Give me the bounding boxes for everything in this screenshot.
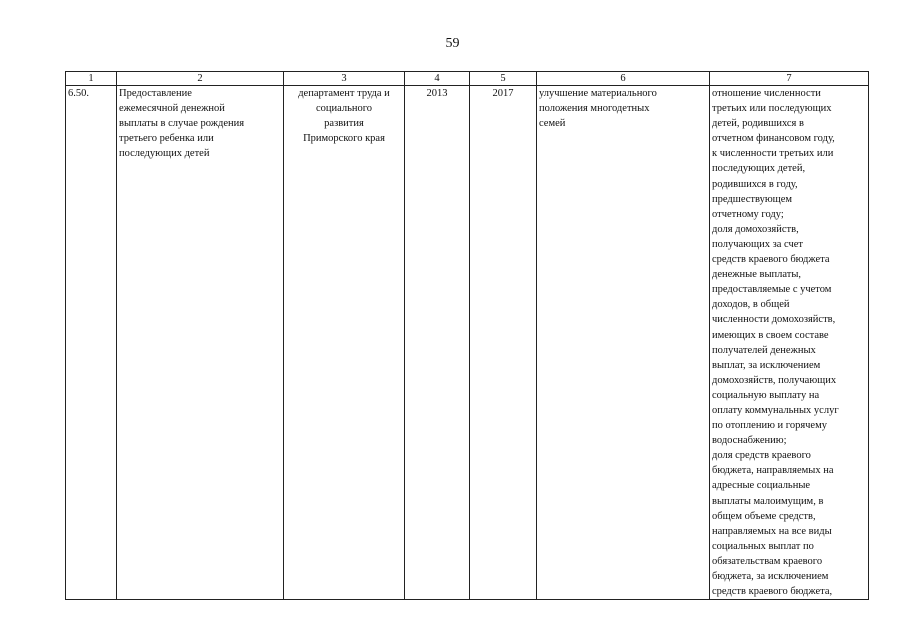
text-line: департамент труда и [298, 88, 390, 99]
text-line: бюджета, за исключением [712, 571, 829, 582]
text-line: получающих за счет [712, 238, 803, 250]
start-year: 2013 [426, 88, 448, 99]
text-line: последующих детей, [712, 163, 806, 175]
measure-name-cell [117, 86, 284, 600]
text-line: положения многодетных [539, 103, 650, 115]
text-line: доля домохозяйств, [712, 223, 799, 235]
column-header-7: 7 [710, 72, 869, 86]
page-number: 59 [445, 36, 460, 51]
executor-cell [284, 86, 405, 600]
indicators-cell [710, 86, 869, 600]
text-line: выплаты малоимущим, в [712, 495, 824, 507]
text-line: денежные выплаты, [712, 269, 802, 281]
text-line: адресные социальные [712, 480, 811, 492]
text-line: отчетному году; [712, 208, 784, 220]
program-table [65, 71, 869, 600]
expected-result [539, 86, 707, 131]
text-line: к численности третьих или [712, 148, 834, 160]
column-header-5: 5 [470, 72, 537, 86]
measure-name [119, 86, 281, 161]
text-line: ежемесячной денежной [119, 103, 225, 115]
text-line: социальных выплат по [712, 540, 814, 552]
text-line: домохозяйств, получающих [712, 374, 837, 386]
text-line: имеющих в своем составе [712, 329, 829, 341]
table-row [66, 86, 869, 600]
text-line: семей [539, 118, 566, 130]
text-line: отчетном финансовом году, [712, 133, 835, 145]
end-year-cell [470, 86, 537, 600]
text-line: выплаты в случае рождения [119, 118, 245, 130]
expected-result-cell [537, 86, 710, 600]
text-line: предшествующем [712, 193, 793, 205]
text-line: направляемых на все виды [712, 525, 832, 537]
text-line: улучшение материального [539, 88, 657, 99]
text-line: водоснабжению; [712, 435, 787, 447]
text-line: третьего ребенка или [119, 133, 214, 145]
text-line: развития [324, 118, 364, 130]
text-line: обязательствам краевого [712, 555, 823, 567]
indicators [712, 86, 866, 599]
text-line: выплат, за исключением [712, 359, 821, 371]
text-line: численности домохозяйств, [712, 314, 836, 326]
text-line: по отоплению и горячему [712, 420, 827, 432]
column-header-3: 3 [284, 72, 405, 86]
text-line: детей, родившихся в [712, 118, 804, 130]
text-line: Предоставление [119, 88, 192, 99]
text-line: получателей денежных [712, 344, 816, 356]
header-row [66, 72, 869, 86]
column-header-4: 4 [405, 72, 470, 86]
text-line: средств краевого бюджета [712, 254, 830, 266]
text-line: социального [315, 103, 373, 115]
text-line: общем объеме средств, [712, 510, 816, 522]
text-line: бюджета, направляемых на [712, 465, 834, 477]
text-line: доходов, в общей [712, 299, 790, 311]
text-line: доля средств краевого [712, 450, 811, 462]
text-line: социальную выплату на [712, 389, 820, 401]
executor [286, 86, 402, 146]
text-line: третьих или последующих [712, 103, 832, 115]
text-line: оплату коммунальных услуг [712, 404, 839, 416]
column-header-1: 1 [66, 72, 117, 86]
end-year: 2017 [492, 88, 514, 99]
text-line: отношение численности [712, 88, 821, 99]
start-year-cell [405, 86, 470, 600]
row-number-cell [66, 86, 117, 600]
text-line: родившихся в году, [712, 178, 798, 190]
column-header-6: 6 [537, 72, 710, 86]
text-line: Приморского края [303, 133, 385, 145]
row-number: 6.50. [68, 88, 89, 99]
text-line: предоставляемые с учетом [712, 284, 832, 296]
column-header-2: 2 [117, 72, 284, 86]
text-line: средств краевого бюджета, [712, 586, 833, 598]
text-line: последующих детей [119, 148, 210, 160]
